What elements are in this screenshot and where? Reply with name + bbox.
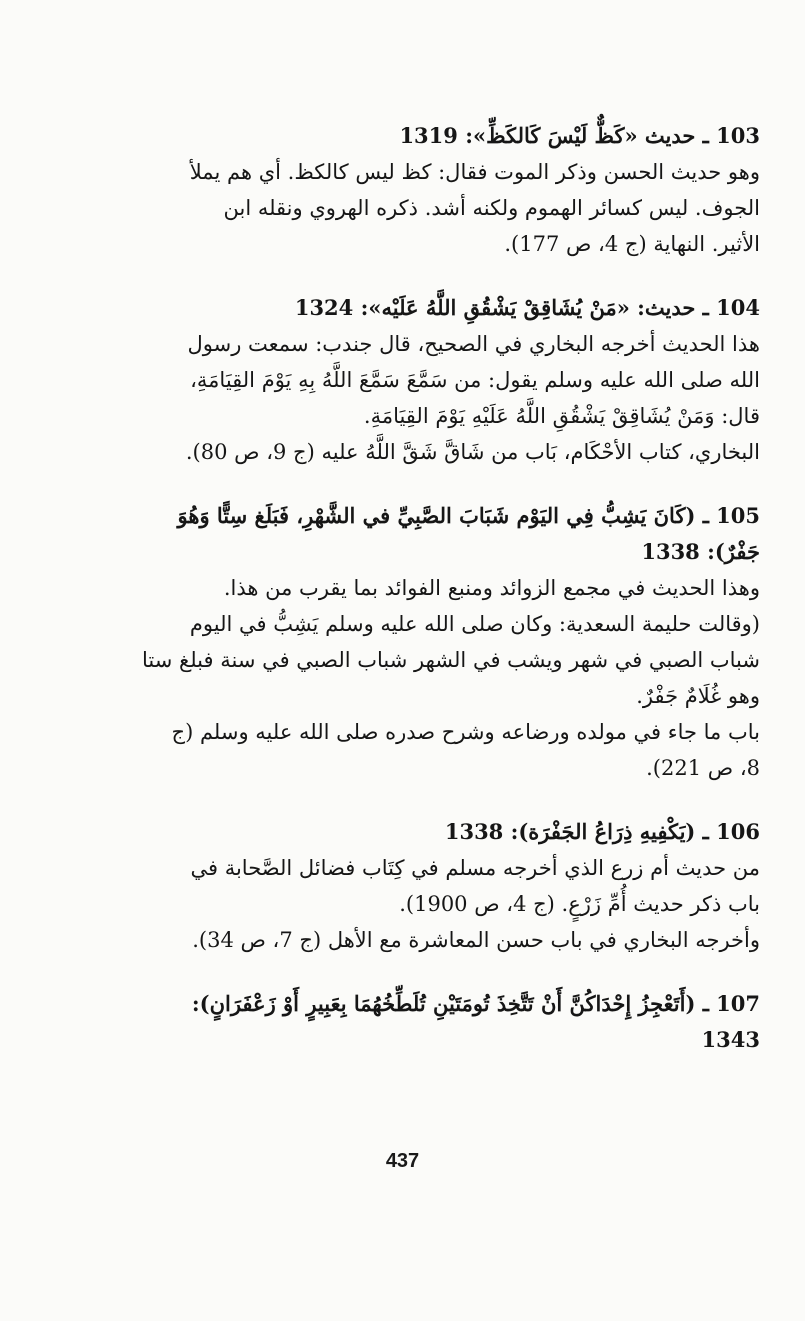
page-content <box>100 118 760 1086</box>
entry-text-line: باب ما جاء في مولده ورضاعه وشرح صدره صلى الله عليه وسلم (ج <box>171 720 760 744</box>
entry-heading-continuation: 1343 <box>701 1027 760 1052</box>
entry-text-line: الله صلى الله عليه وسلم يقول: من سَمَّعَ سَمَّعَ اللَّهُ بِهِ يَوْمَ القِيَامَةِ، <box>190 368 760 392</box>
entry-text-line: الجوف. ليس كسائر الهموم ولكنه أشد. ذكره الهروي ونقله ابن <box>223 196 760 220</box>
entry-105 <box>100 498 760 786</box>
entry-text-line: هذا الحديث أخرجه البخاري في الصحيح، قال جندب: سمعت رسول <box>187 332 760 356</box>
entry-text-line: شباب الصبي في شهر ويشب في الشهر شباب الصبي في سنة فبلغ ستا <box>142 648 760 672</box>
entry-text-line: الأثير. النهاية (ج 4، ص 177). <box>504 232 760 256</box>
entry-104 <box>100 290 760 470</box>
entry-text-line: وهو حديث الحسن وذكر الموت فقال: كظ ليس كالكظ. أي هم يملأ <box>189 160 760 184</box>
entry-text-line: 8، ص 221). <box>646 756 760 780</box>
entry-106 <box>100 814 760 958</box>
entry-text-line: من حديث أم زرع الذي أخرجه مسلم في كِتَاب فضائل الصَّحابة في <box>190 856 760 880</box>
entry-heading-continuation: جَفْرٌ): 1338 <box>641 539 760 564</box>
entry-text-line: البخاري، كتاب الأحْكَام، بَاب من شَاقَّ شَقَّ اللَّهُ عليه (ج 9، ص 80). <box>185 440 760 464</box>
entry-text-line: وأخرجه البخاري في باب حسن المعاشرة مع الأهل (ج 7، ص 34). <box>192 928 760 952</box>
entry-text-line: وهذا الحديث في مجمع الزوائد ومنبع الفوائد بما يقرب من هذا. <box>223 576 760 600</box>
entry-text-line: (وقالت حليمة السعدية: وكان صلى الله عليه وسلم يَشِبُّ في اليوم <box>189 612 760 636</box>
entry-heading: 105 ـ (كَانَ يَشِبُّ فِي اليَوْم شَبَابَ الصَّبِيِّ في الشَّهْرِ، فَبَلَغ سِتًّا وَهُوَ <box>177 503 760 528</box>
entry-heading: 103 ـ حديث «كَظٌّ لَيْسَ كَالكَظِّ»: 1319 <box>399 123 760 148</box>
entry-text-line: قال: وَمَنْ يُشَاقِقْ يَشْقُقِ اللَّهُ عَلَيْهِ يَوْمَ القِيَامَةِ. <box>363 404 760 428</box>
entry-107 <box>100 986 760 1058</box>
entry-heading: 106 ـ (يَكْفِيهِ ذِرَاعُ الجَفْرَة): 1338 <box>444 819 760 844</box>
entry-103 <box>100 118 760 262</box>
entry-text-line: باب ذكر حديث أُمِّ زَرْعٍ. (ج 4، ص 1900). <box>399 892 760 916</box>
entry-text-line: وهو غُلَامٌ جَفْرٌ. <box>636 684 760 708</box>
page-number: 437 <box>385 1150 420 1172</box>
entry-heading: 107 ـ (أَتَعْجِزُ إِحْدَاكُنَّ أَنْ تَتَّخِذَ تُومَتَيْنِ تُلَطِّخُهُمَا بِعَبِيرٍ أَوْ زَعْفَرَانٍ): <box>191 991 760 1016</box>
entry-heading: 104 ـ حديث: «مَنْ يُشَاقِقْ يَشْقُقِ اللَّهُ عَلَيْه»: 1324 <box>294 295 760 320</box>
